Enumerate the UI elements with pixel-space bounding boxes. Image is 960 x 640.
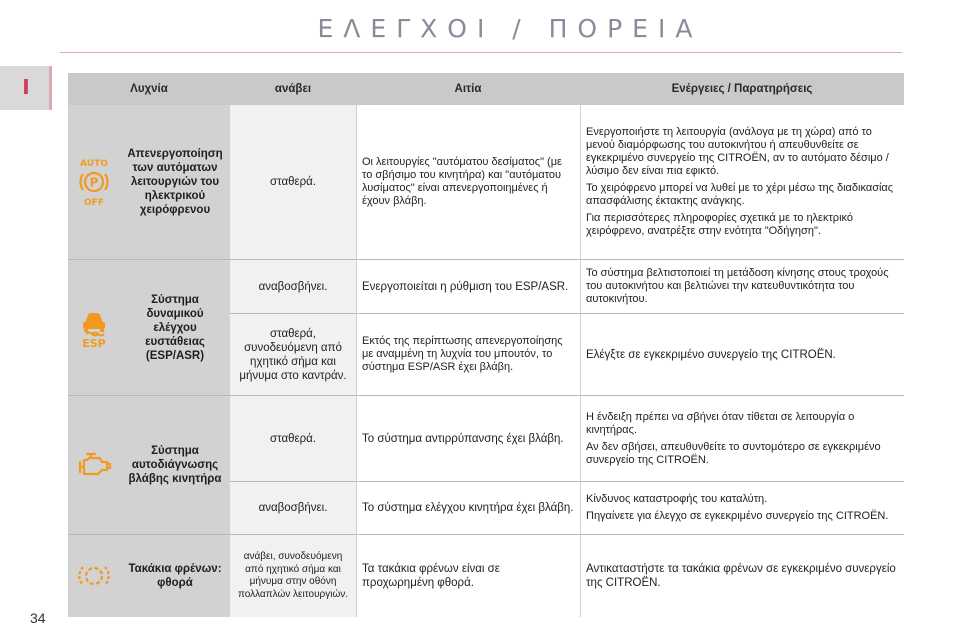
action-paragraph: Κίνδυνος καταστροφής του καταλύτη.: [586, 493, 768, 505]
lamp-name: Σύστημα αυτοδιάγνωσης βλάβης κινητήρα: [120, 396, 230, 534]
table-row-icon-cell: [68, 260, 120, 395]
title-divider: [60, 52, 902, 53]
table-row-icon-cell: [68, 105, 120, 259]
lights-state: σταθερά.: [230, 396, 356, 481]
lamp-name: Απενεργοποίηση των αυτόματων λειτουργιών του ηλεκτρικού χειρόφρενου: [120, 105, 230, 259]
actions-cell: [580, 105, 904, 259]
engine-icon: [76, 451, 112, 479]
column-header-cause: Αιτία: [356, 73, 580, 105]
action-text: Ελέγξτε σε εγκεκριμένο συνεργείο της CITROËN.: [580, 314, 904, 395]
column-divider: [580, 105, 581, 617]
parking-brake-auto-off-icon: [74, 157, 114, 207]
action-paragraph: Η ένδειξη πρέπει να σβήνει όταν τίθεται σε λειτουργία ο κινητήρας.: [586, 410, 855, 436]
lamp-name: Τακάκια φρένων: φθορά: [120, 535, 230, 617]
esp-skid-icon: [76, 307, 112, 349]
column-divider: [356, 105, 357, 617]
lights-state: ανάβει, συνοδευόμενη από ηχητικό σήμα και μήνυμα στην οθόνη πολλαπλών λειτουργιών.: [230, 535, 356, 617]
column-header-actions: Ενέργειες / Παρατηρήσεις: [580, 73, 904, 105]
action-text: Το σύστημα βελτιστοποιεί τη μετάδοση κίνησης στους τροχούς του αυτοκινήτου και βελτιώνει την κατευθυντικότητα του αυτοκινήτου.: [580, 260, 904, 313]
brake-pad-wear-icon: [77, 562, 111, 590]
warning-lamps-table: [68, 73, 904, 617]
column-header-lamp: Λυχνία: [68, 73, 230, 105]
action-paragraph: Ενεργοποιήστε τη λειτουργία (ανάλογα με τη χώρα) από το μενού διαμόρφωσης του αυτοκινήτου ή απευθυνθείτε σε εγκεκριμένο συνεργείο της CITROËN, αν το αυτόματο δέσιμο / λύσιμο δεν είναι πια εφικτό.: [586, 126, 889, 177]
row-divider: [68, 259, 904, 260]
action-text: Αντικαταστήστε τα τακάκια φρένων σε εγκεκριμένο συνεργείο της CITROËN.: [580, 535, 904, 617]
page-title: ΕΛΕΓΧΟΙ / ΠΟΡΕΙΑ: [317, 14, 703, 43]
cause-text: Οι λειτουργίες "αυτόματου δεσίματος" (με το σβήσιμο του κινητήρα) και "αυτόματου λυσίματος" είναι απενεργοποιημένες ή έχουν βλάβη.: [356, 105, 580, 259]
actions-cell: [580, 396, 904, 481]
page-number: 34: [30, 610, 46, 626]
lights-state: σταθερά.: [230, 105, 356, 259]
table-row-icon-cell: [68, 396, 120, 534]
lights-state: σταθερά, συνοδευόμενη από ηχητικό σήμα και μήνυμα στο καντράν.: [230, 314, 356, 395]
lamp-name: Σύστημα δυναμικού ελέγχου ευστάθειας (ESP/ASR): [120, 260, 230, 395]
row-divider: [230, 481, 904, 482]
actions-cell: [580, 482, 904, 534]
action-paragraph: Αν δεν σβήσει, απευθυνθείτε το συντομότερο σε εγκεκριμένο συνεργείο της CITROËN.: [586, 440, 881, 466]
row-divider: [68, 395, 904, 396]
action-paragraph: Πηγαίνετε για έλεγχο σε εγκεκριμένο συνεργείο της CITROËN.: [586, 510, 889, 522]
cause-text: Ενεργοποιείται η ρύθμιση του ESP/ASR.: [356, 260, 580, 313]
lights-state: αναβοσβήνει.: [230, 482, 356, 534]
icon-text-auto: AUTO: [80, 159, 108, 169]
cause-text: Τα τακάκια φρένων είναι σε προχωρημένη φθορά.: [356, 535, 580, 617]
row-divider: [68, 534, 904, 535]
row-divider: [230, 313, 904, 314]
cause-text: Το σύστημα αντιρρύπανσης έχει βλάβη.: [356, 396, 580, 481]
cause-text: Το σύστημα ελέγχου κινητήρα έχει βλάβη.: [356, 482, 580, 534]
table-row-icon-cell: [68, 535, 120, 617]
cause-text: Εκτός της περίπτωσης απενεργοποίησης με αναμμένη τη λυχνία του μπουτόν, το σύστημα ESP/ASR έχει βλάβη.: [356, 314, 580, 395]
chapter-label: I: [22, 75, 30, 99]
chapter-tab: [0, 66, 52, 110]
action-paragraph: Για περισσότερες πληροφορίες σχετικά με το ηλεκτρικό χειρόφρενο, ανατρέξτε στην ενότητα "Οδήγηση".: [586, 212, 853, 237]
icon-text-off: OFF: [84, 198, 104, 207]
action-paragraph: Το χειρόφρενο μπορεί να λυθεί με το χέρι μέσω της διαδικασίας απασφάλισης έκτακτης ανάγκης.: [586, 182, 894, 207]
svg-text:P: P: [89, 175, 99, 190]
column-header-lights: ανάβει: [230, 73, 356, 105]
lights-state: αναβοσβήνει.: [230, 260, 356, 313]
icon-text-esp: ESP: [82, 336, 106, 349]
